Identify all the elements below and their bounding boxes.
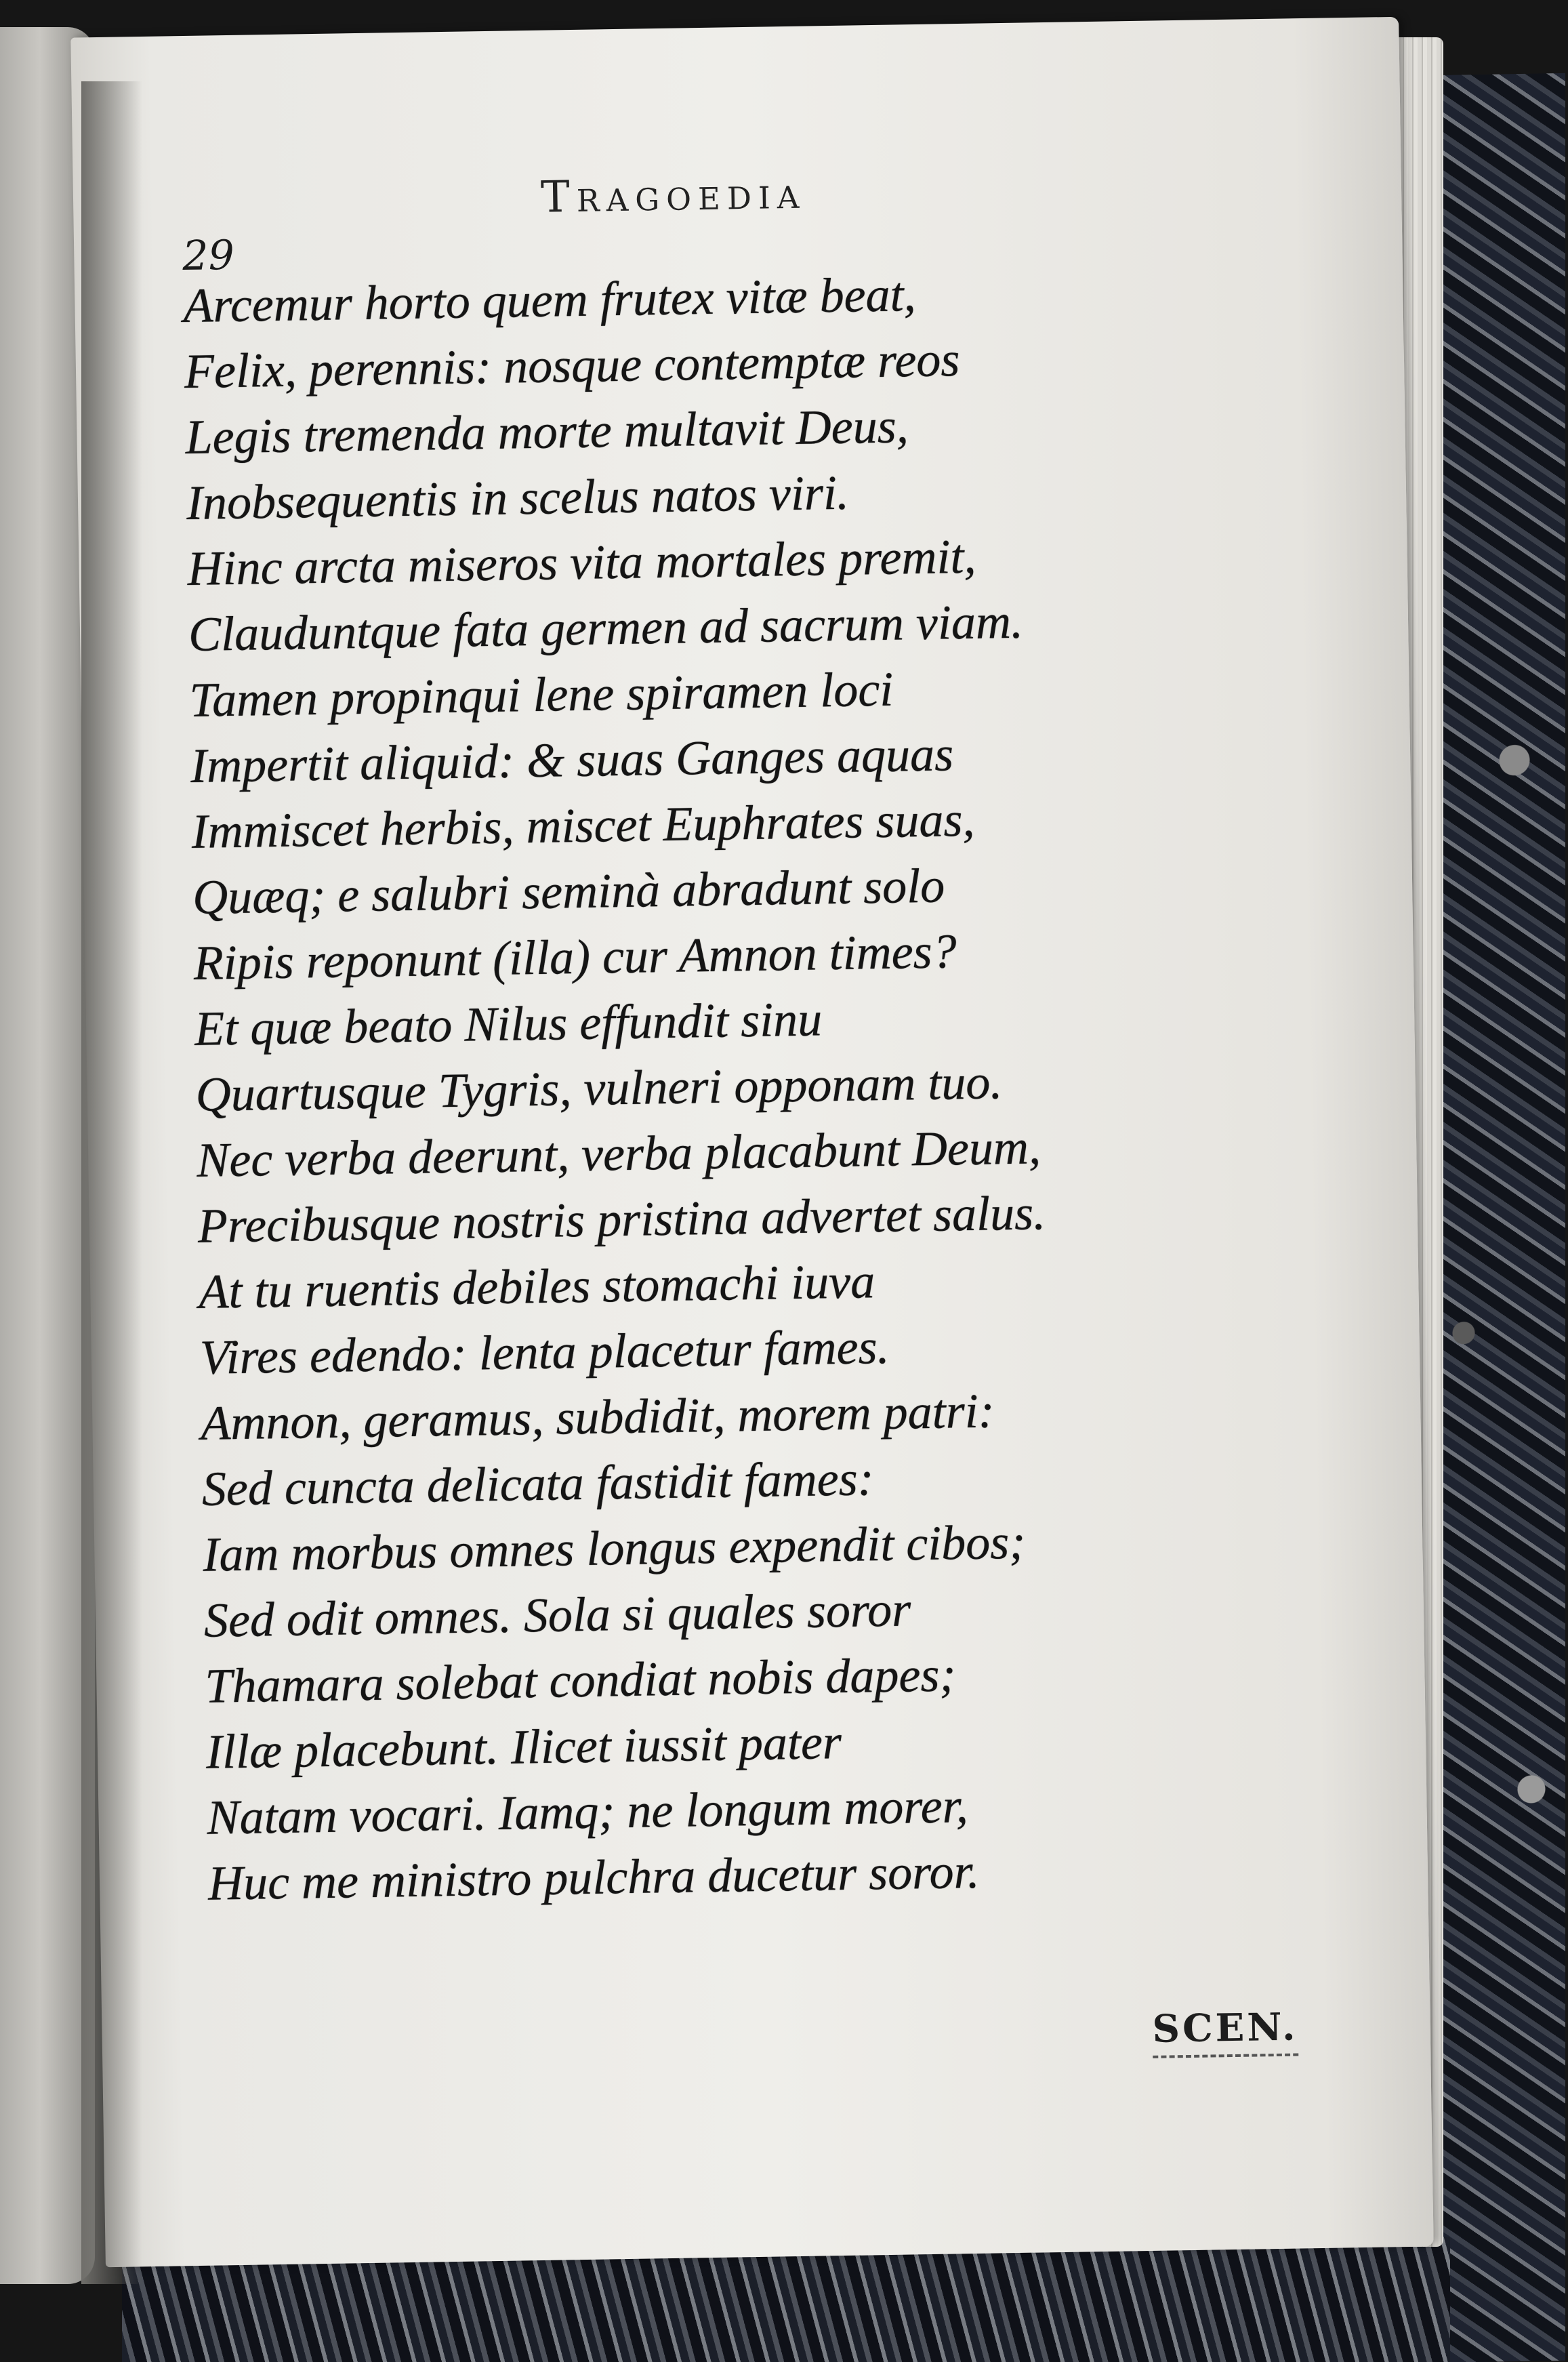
verse-line: Impertit aliquid: & suas Ganges aquas: [190, 727, 954, 793]
verse-line: Nec verba deerunt, verba placabunt Deum,: [196, 1120, 1041, 1187]
verse-line: Natam vocari. Iamq; ne longum morer,: [206, 1778, 969, 1845]
verse-line: Hinc arcta miseros vita mortales premit,: [186, 529, 976, 596]
verse-line: Tamen propinqui lene spiramen loci: [189, 661, 894, 727]
verse-line: Clauduntque fata germen ad sacrum viam.: [188, 594, 1024, 661]
catchword: SCEN.: [1152, 2005, 1298, 2058]
verse-line: Immiscet herbis, miscet Euphrates suas,: [191, 792, 976, 859]
page-header: [120, 120, 1328, 281]
verse-line: Sed cuncta delicata fastidit fames:: [201, 1451, 875, 1516]
verse-line: Iam morbus omnes longus expendit cibos;: [202, 1514, 1026, 1582]
page-content: [120, 120, 1354, 2052]
verse-block: [183, 254, 1415, 1917]
verse-line: At tu ruentis debiles stomachi iuva: [198, 1254, 875, 1319]
verse-line: Arcemur horto quem frutex vitæ beat,: [182, 267, 917, 333]
verse-line: Precibusque nostris pristina advertet salus.: [197, 1185, 1046, 1253]
verse-line: Et quæ beato Nilus effundit sinu: [194, 992, 823, 1056]
page-number: 29: [182, 231, 235, 281]
verse-line: Thamara solebat condiat nobis dapes;: [204, 1647, 956, 1713]
verse-line: Sed odit omnes. Sola si quales soror: [203, 1582, 911, 1648]
verse-line: Illæ placebunt. Ilicet iussit pater: [205, 1715, 842, 1779]
verse-line: Huc me ministro pulchra ducetur soror.: [207, 1844, 981, 1911]
verse-line: Quæq; e salubri seminà abradunt solo: [192, 858, 945, 924]
verse-line: Quartusque Tygris, vulneri opponam tuo.: [195, 1055, 1003, 1122]
verse-line: Ripis reponunt (illa) cur Amnon times?: [193, 924, 957, 990]
verse-line: Legis tremenda morte multavit Deus,: [184, 399, 909, 465]
verse-line: Felix, perennis: nosque contemptæ reos: [184, 332, 960, 399]
verse-line: Vires edendo: lenta placetur fames.: [199, 1319, 890, 1385]
running-title: Tragoedia: [540, 168, 806, 223]
verse-line: Amnon, geramus, subdidit, morem patri:: [200, 1383, 995, 1450]
book-page: [70, 17, 1433, 2267]
gutter-shadow: [81, 81, 142, 2284]
verse-line: Inobsequentis in scelus natos viri.: [186, 465, 850, 530]
